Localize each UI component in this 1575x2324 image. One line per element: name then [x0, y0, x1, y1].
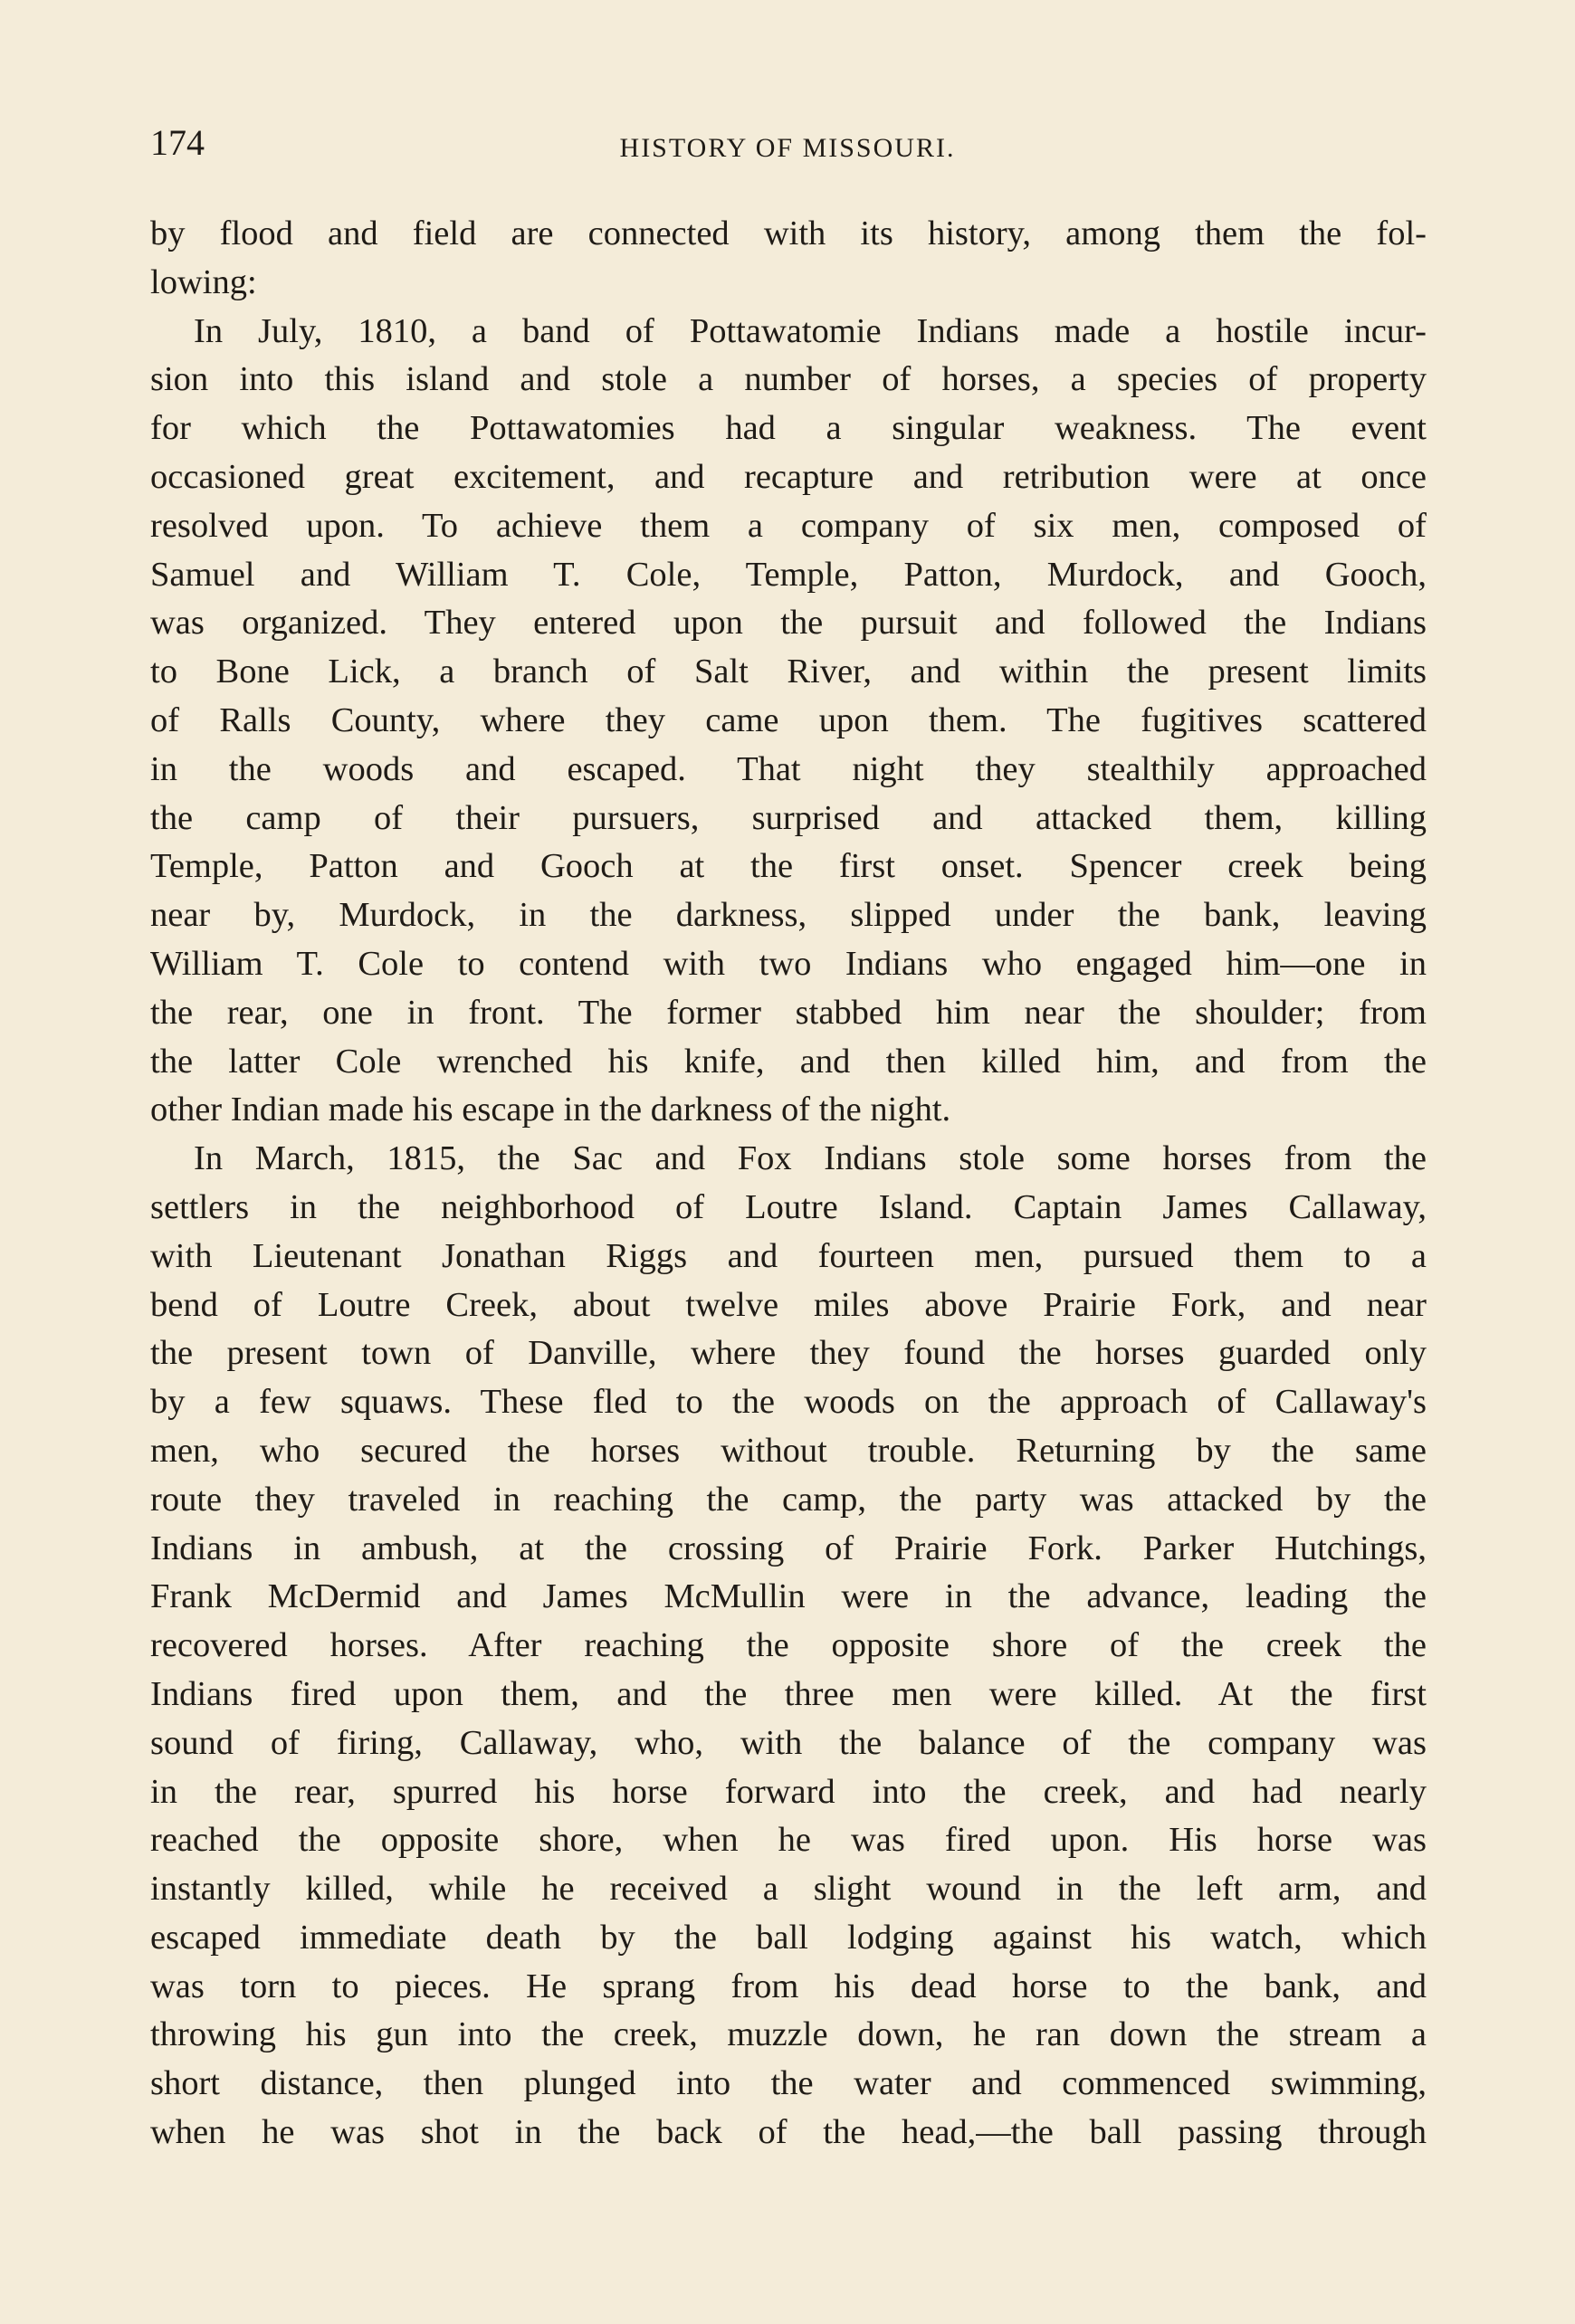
running-head-title: HISTORY OF MISSOURI.: [619, 133, 956, 163]
text-line: near by, Murdock, in the darkness, slipped under the bank, leaving: [150, 896, 1427, 935]
text-line: with Lieutenant Jonathan Riggs and fourteen men, pursued them to a: [150, 1236, 1427, 1275]
text-line: was organized. They entered upon the pursuit and followed the Indians: [150, 604, 1427, 643]
text-line: William T. Cole to contend with two Indians who engaged him—one in: [150, 944, 1427, 983]
text-line: recovered horses. After reaching the opposite shore of the creek the: [150, 1626, 1427, 1665]
text-line: bend of Loutre Creek, about twelve miles above Prairie Fork, and near: [150, 1285, 1427, 1324]
text-line: Frank McDermid and James McMullin were in the advance, leading the: [150, 1577, 1427, 1616]
text-line: lowing:: [150, 262, 257, 301]
text-line: throwing his gun into the creek, muzzle down, he ran down the stream a: [150, 2015, 1427, 2054]
text-line: for which the Pottawatomies had a singular weakness. The event: [150, 409, 1427, 448]
text-line: by a few squaws. These fled to the woods on the approach of Callaway's: [150, 1383, 1427, 1422]
text-line: reached the opposite shore, when he was fired upon. His horse was: [150, 1821, 1427, 1860]
text-line: the rear, one in front. The former stabbed him near the shoulder; from: [150, 993, 1427, 1032]
text-line: Indians in ambush, at the crossing of Prairie Fork. Parker Hutchings,: [150, 1529, 1427, 1567]
text-line: In July, 1810, a band of Pottawatomie Indians made a hostile incur-: [194, 311, 1427, 350]
text-line: resolved upon. To achieve them a company of six men, composed of: [150, 506, 1427, 545]
text-line: the latter Cole wrenched his knife, and then killed him, and from the: [150, 1042, 1427, 1081]
text-line: men, who secured the horses without trouble. Returning by the same: [150, 1431, 1427, 1470]
text-line: the camp of their pursuers, surprised and attacked them, killing: [150, 798, 1427, 837]
body-text: [150, 210, 1427, 2157]
text-line: settlers in the neighborhood of Loutre Island. Captain James Callaway,: [150, 1187, 1427, 1226]
text-line: instantly killed, while he received a slight wound in the left arm, and: [150, 1870, 1427, 1909]
text-line: route they traveled in reaching the camp, the party was attacked by the: [150, 1480, 1427, 1519]
text-line: sound of firing, Callaway, who, with the balance of the company was: [150, 1723, 1427, 1762]
text-line: escaped immediate death by the ball lodging against his watch, which: [150, 1918, 1427, 1957]
text-line: Temple, Patton and Gooch at the first onset. Spencer creek being: [150, 847, 1427, 886]
text-line: the present town of Danville, where they found the horses guarded only: [150, 1334, 1427, 1373]
text-line: Samuel and William T. Cole, Temple, Patton, Murdock, and Gooch,: [150, 555, 1427, 594]
text-line: when he was shot in the back of the head,—the ball passing through: [150, 2113, 1427, 2152]
text-line: sion into this island and stole a number of horses, a species of property: [150, 360, 1427, 399]
page-number: 174: [150, 122, 205, 163]
text-line: other Indian made his escape in the darkness of the night.: [150, 1091, 951, 1129]
text-line: by flood and field are connected with its history, among them the fol-: [150, 214, 1427, 252]
text-line: short distance, then plunged into the water and commenced swimming,: [150, 2064, 1427, 2103]
text-line: in the woods and escaped. That night they stealthily approached: [150, 749, 1427, 788]
text-line: of Ralls County, where they came upon them. The fugitives scattered: [150, 700, 1427, 739]
text-line: was torn to pieces. He sprang from his dead horse to the bank, and: [150, 1967, 1427, 2005]
text-line: occasioned great excitement, and recapture and retribution were at once: [150, 457, 1427, 496]
text-line: to Bone Lick, a branch of Salt River, and within the present limits: [150, 652, 1427, 691]
text-line: Indians fired upon them, and the three men were killed. At the first: [150, 1674, 1427, 1713]
text-line: in the rear, spurred his horse forward into the creek, and had nearly: [150, 1772, 1427, 1811]
text-line: In March, 1815, the Sac and Fox Indians stole some horses from the: [194, 1139, 1427, 1178]
